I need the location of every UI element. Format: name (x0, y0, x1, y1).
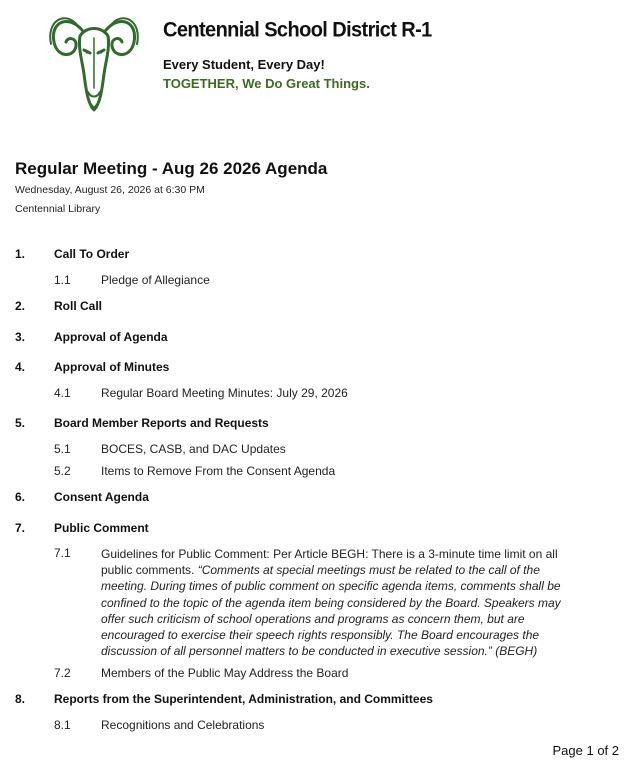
public-comment-guidelines[interactable] (101, 546, 577, 659)
agenda-item-number: 1. (15, 247, 26, 261)
sub-item-text[interactable]: BOCES, CASB, and DAC Updates (101, 442, 286, 456)
agenda-item-number: 7. (15, 521, 26, 535)
meeting-location: Centennial Library (15, 203, 101, 215)
sub-item-number: 7.2 (54, 666, 71, 680)
sub-item-text[interactable]: Recognitions and Celebrations (101, 718, 265, 732)
agenda-item-title: Call To Order (54, 247, 130, 261)
agenda-item-title: Consent Agenda (54, 490, 149, 504)
slogan-line-1: Every Student, Every Day! (163, 57, 325, 72)
meeting-datetime: Wednesday, August 26, 2026 at 6:30 PM (15, 184, 205, 196)
agenda-item-title: Approval of Minutes (54, 360, 170, 374)
sub-item-number: 5.2 (54, 464, 71, 478)
agenda-item-title: Reports from the Superintendent, Administration, and Committees (54, 692, 433, 706)
agenda-item-title: Public Comment (54, 521, 149, 535)
district-name: Centennial School District R-1 (163, 18, 432, 42)
agenda-item-title: Approval of Agenda (54, 330, 168, 344)
agenda-item-title: Board Member Reports and Requests (54, 416, 269, 430)
guidelines-quote: “Comments at special meetings must be related to the call of the meeting. During times of public comment on specific agenda items, comments shall be confined to the topic of the agenda item being considered by the Board. Speakers may offer such criticism of school operations and programs as concern them, but are encouraged to exercise their speech rights responsibly. The Board encourages the discussion of all personnel matters to be conducted in executive session.” (BEGH) (101, 563, 561, 659)
agenda-item-number: 2. (15, 299, 26, 313)
agenda-item-number: 3. (15, 330, 26, 344)
guidelines-lead: Guidelines for Public Comment: Per Article BEGH: There is a 3-minute time limit on all public comments. (101, 547, 558, 578)
page-number: Page 1 of 2 (552, 743, 619, 758)
meeting-title: Regular Meeting - Aug 26 2026 Agenda (15, 159, 328, 178)
sub-item-text[interactable]: Members of the Public May Address the Board (101, 666, 349, 680)
agenda-item-number: 6. (15, 490, 26, 504)
sub-item-number: 4.1 (54, 386, 71, 400)
sub-item-text[interactable]: Regular Board Meeting Minutes: July 29, 2026 (101, 386, 348, 400)
sub-item-number: 7.1 (54, 546, 71, 560)
sub-item-number: 5.1 (54, 442, 71, 456)
sub-item-number: 1.1 (54, 273, 71, 287)
agenda-item-number: 4. (15, 360, 26, 374)
ram-head-logo (48, 8, 140, 114)
agenda-item-title: Roll Call (54, 299, 103, 313)
sub-item-text[interactable]: Pledge of Allegiance (101, 273, 210, 287)
sub-item-text[interactable]: Items to Remove From the Consent Agenda (101, 464, 336, 478)
agenda-item-number: 5. (15, 416, 26, 430)
agenda-item-number: 8. (15, 692, 26, 706)
slogan-line-2: TOGETHER, We Do Great Things. (163, 76, 370, 91)
sub-item-number: 8.1 (54, 718, 71, 732)
